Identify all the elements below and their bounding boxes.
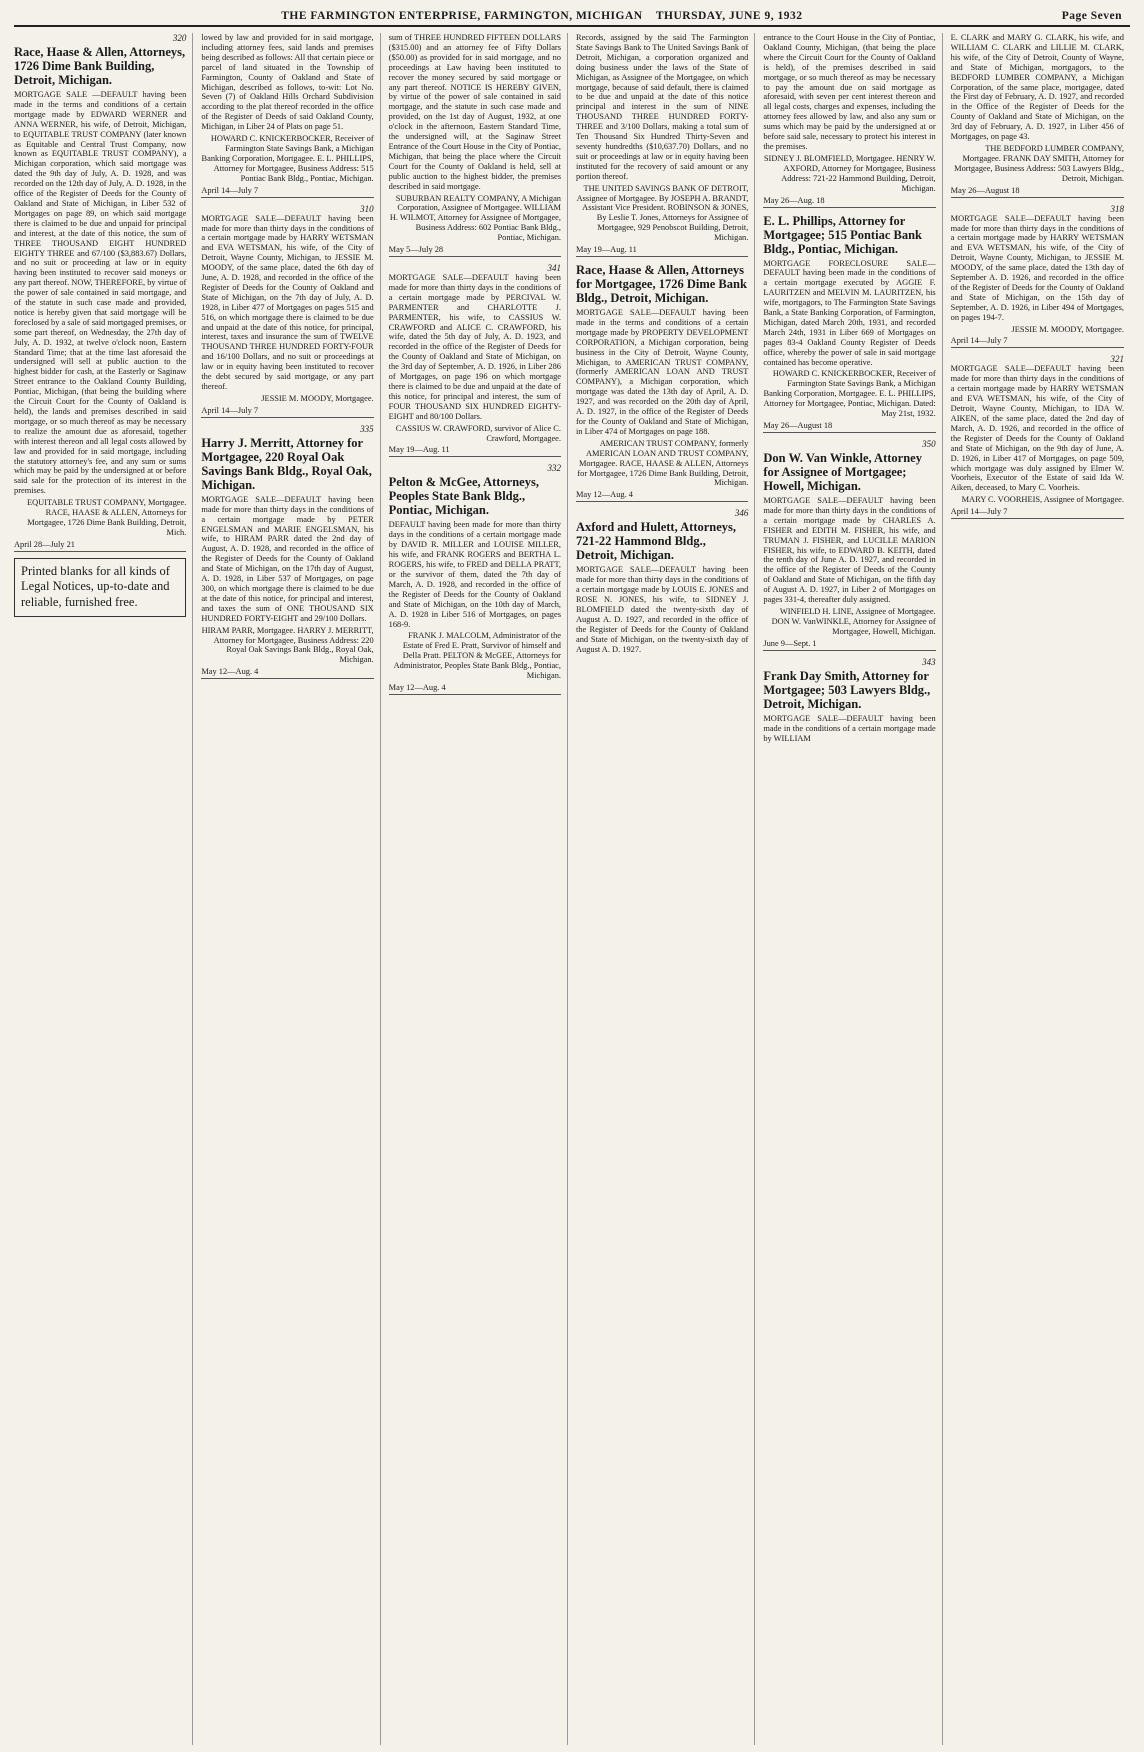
notice-body: MORTGAGE SALE—DEFAULT having been made for more than thirty days in the conditions of a certain mortgage made by HARRY WETSMAN and EVA WETSMAN, his wife, of the City of Detroit, Wayne County, Michigan, to IDA W. AIKEN, of the same place, dated the 2nd day of March, A. D. 1926, and recorded in the office of the Register of Deeds for the County of Oakland and State of Michigan, on the 9th day of June, A. D. 1926, in Liber 417 of Mortgages, on page 509, which mortgage was duly assigned by Elmer W. Voorheis, Executor of the Estate of said Ida W. Aiken, deceased, to Mary C. Voorheis. xyxy=(950,364,1124,493)
notice-signature: SUBURBAN REALTY COMPANY, A Michigan Corporation, Assignee of Mortgagee. WILLIAM H. WILMOT, Attorney for Assignee of Mortgagee, Business Address: 602 Pontiac Bank Bldg., Pontiac, Michigan. xyxy=(389,193,561,243)
notice-heading: Pelton & McGee, Attorneys, Peoples State Bank Bldg., Pontiac, Michigan. xyxy=(388,475,539,518)
notice-run-dates: May 26—August 18 xyxy=(951,186,1124,198)
legal-notice xyxy=(576,508,748,654)
notice-run-dates: April 14—July 7 xyxy=(201,186,373,198)
notice-body: MORTGAGE SALE—DEFAULT having been made for more than thirty days in the conditions of a certain mortgage made by LOUIS E. JONES and ROSE N. JONES, his wife, to SIDNEY J. BLOMFIELD dated the twenty-sixth day of August A. D. 1927, and recorded in the office of the Register of Deeds for the County of Oakland and State of Michigan, on the twenty-sixth day of August A. D. 1927. xyxy=(575,565,749,654)
notice-heading: Race, Haase & Allen, Attorneys for Mortgagee, 1726 Dime Bank Bldg., Detroit, Michigan. xyxy=(575,263,747,306)
notice-number: 346 xyxy=(734,508,749,519)
notice-body: MORTGAGE FORECLOSURE SALE—DEFAULT having been made in the conditions of a certain mortgage executed by AGGIE F. LAURITZEN and MELVIN M. LAURITZEN, his wife, mortgagors, to The Farmington State Savings Bank, a State Banking Corporation, of Farmington, Michigan, dated March 20th, 1931, and recorded March 24th, 1931 in Liber 669 of Mortgages on pages 83-4 Oakland County Register of Deeds office, whereby the power of sale in said mortgage contained has become operative. xyxy=(763,258,936,367)
notice-run-dates: April 14—July 7 xyxy=(201,406,373,418)
notice-body: sum of THREE HUNDRED FIFTEEN DOLLARS ($315.00) and an attorney fee of Fifty Dollars ($50.00) as provided for in said mortgage, and no proceedings at Law having been instituted to recover the money secured by said mortgage or any part thereof. NOTICE IS HEREBY GIVEN, by virtue of the power of sale contained in said mortgage, and the statute in such case made and provided, on the 1st day of August, 1932, at one o'clock in the afternoon, Eastern Standard Time, the undersigned will, at the Saginaw Street Entrance of the Court House in the City of Pontiac, Michigan, that being the place where the Circuit Court for the County of Oakland is held, sell at public auction to the highest bidder, the premises described in said mortgage. xyxy=(388,33,561,191)
notice-body: E. CLARK and MARY G. CLARK, his wife, and WILLIAM C. CLARK and LILLIE M. CLARK, his wife, of the City of Detroit, County of Wayne, and State of Michigan, mortgagors, to the BEDFORD LUMBER COMPANY, a Michigan Corporation, of the same place, mortgagee, dated the First day of February, A. D. 1927, and recorded in the Office of the Register of Deeds for the County of Oakland and State of Michigan, on the 3rd day of February, A. D. 1927, in Liber 456 of Mortgages, on page 43. xyxy=(950,33,1124,142)
legal-notice xyxy=(763,214,935,434)
notice-heading: Frank Day Smith, Attorney for Mortgagee; 503 Lawyers Bldg., Detroit, Michigan. xyxy=(763,668,931,711)
notice-body: MORTGAGE SALE —DEFAULT having been made in the terms and conditions of a certain mortgage made by EDWARD WERNER and ANNA WERNER, his wife, of Detroit, Michigan, to EQUITABLE TRUST COMPANY (later known as Equitable and Central Trust Company, now known as EQUITABLE TRUST COMPANY), a Michigan corporation, which said mortgage was dated the 9th day of July, A. D. 1928, and was recorded on the 12th day of July, A. D. 1928, in the office of the Register of Deeds for the County of Oakland and State of Michigan, in Liber 532 of Mortgages on page 89, on which said mortgage there is claimed to be due and unpaid for principal and interest, at the date of this notice, the sum of THREE THOUSAND EIGHT HUNDRED EIGHTY THREE and 67/100 ($3,883.67) Dollars, and no suit or proceeding at law or in equity having been instituted to recover said moneys or any part thereof. NOW, THEREFORE, by virtue of the power of sale contained in said mortgage, and of the statute in such case made and provided, notice is hereby given that said mortgage will be foreclosed by a sale of said mortgaged premises, or some part thereof, on Wednesday, the 27th day of July, A. D. 1932, at twelve o'clock noon, Eastern Standard Time; that at the time last aforesaid the undersigned will sell at public auction to the highest bidder for cash, at the Easterly or Saginaw Street entrance to the Oakland County Building, Pontiac, Michigan, (that being the building where the Circuit Court for the County of Oakland is held), the lands and premises described in said mortgage, or so much thereof as may be necessary to realize the amount due as aforesaid, together with interest thereon and all legal costs allowed by law and provided for in said mortgage, including the statutory attorney's fee, and any sum or sums which may be paid by the undersigned at or before said sale for the protection of its interest in the premises. xyxy=(14,90,187,496)
notice-body: lowed by law and provided for in said mortgage, including attorney fees, said lands and premises being described as follows: All that certain piece or parcel of land situated in the Township of Farmington, County of Oakland and State of Michigan, described as follows, to-wit: Lot No. Seven (7) of Oakland Hills Orchard Subdivision according to the plat thereof recorded in the office of the Register of Deeds of said Oakland County, Michigan, in Liber 24 of Plats on page 51. xyxy=(201,33,374,132)
legal-notice xyxy=(951,354,1124,519)
newspaper-title: THE FARMINGTON ENTERPRISE, FARMINGTON, MICHIGAN xyxy=(281,10,643,22)
masthead xyxy=(14,8,1130,27)
columns-container xyxy=(14,33,1130,1745)
notice-run-dates: May 5—July 28 xyxy=(389,245,561,257)
notice-run-dates: May 12—Aug. 4 xyxy=(201,667,373,679)
column-4 xyxy=(576,33,755,1745)
notice-number: 320 xyxy=(172,33,187,43)
notice-signature: MARY C. VOORHEIS, Assignee of Mortgagee. xyxy=(961,495,1124,505)
legal-notice xyxy=(389,33,561,257)
legal-notice xyxy=(576,263,748,502)
notice-run-dates: May 26—August 18 xyxy=(763,421,935,433)
column-3 xyxy=(389,33,568,1745)
notice-number: 341 xyxy=(547,263,561,274)
notice-signature: WINFIELD H. LINE, Assignee of Mortgagee. DON W. VanWINKLE, Attorney for Assignee of Mortgagee, Howell, Michigan. xyxy=(771,606,936,636)
notice-run-dates: May 19—Aug. 11 xyxy=(389,445,561,457)
notice-signature: AMERICAN TRUST COMPANY, formerly AMERICAN LOAN AND TRUST COMPANY, Mortgagee. RACE, HAASE & ALLEN, Attorneys for Mortgagee, 1726 Dime Bank Building, Detroit, Michigan. xyxy=(577,438,749,488)
legal-notice xyxy=(201,424,373,679)
notice-heading: Don W. Van Winkle, Attorney for Assignee of Mortgagee; Howell, Michigan. xyxy=(763,451,922,493)
legal-notice xyxy=(576,33,748,257)
notice-signature: THE UNITED SAVINGS BANK OF DETROIT, Assignee of Mortgagee. By JOSEPH A. BRANDT, Assistant Vice President. ROBINSON & JONES, By Leslie T. Jones, Attorneys for Assignee of Mortgagee, 929 Penobscot Building, Detroit, Michigan. xyxy=(576,183,749,243)
notice-body: MORTGAGE SALE—DEFAULT having been made in the terms and conditions of a certain mortgage made by PROPERTY DEVELOPMENT CORPORATION, a Michigan corporation, being business in the City of Detroit, Wayne County, Michigan, to AMERICAN TRUST COMPANY, (formerly AMERICAN LOAN AND TRUST COMPANY), a Michigan corporation, which mortgage was dated the 13th day of April, A. D. 1927, and was recorded on the 20th day of April, A. D. 1927, in the office of the Register of Deeds for the County of Oakland and State of Michigan, in Liber 474 of Mortgages on page 188. xyxy=(575,308,749,436)
notice-signature: CASSIUS W. CRAWFORD, survivor of Alice C. Crawford, Mortgagee. xyxy=(395,423,561,443)
notice-run-dates: May 12—Aug. 4 xyxy=(576,490,748,502)
legal-notice xyxy=(14,33,186,552)
notice-signature: HOWARD C. KNICKERBOCKER, Receiver of Farmington State Savings Bank, a Michigan Banking Corporation, Mortgagee. E. L. PHILLIPS, Attorney for Mortgagee, Business Address: 515 Pontiac Bank Bldg., Pontiac, Michigan. xyxy=(201,134,374,183)
legal-notice xyxy=(201,204,373,418)
notice-body: MORTGAGE SALE—DEFAULT having been made for more than thirty days in the conditions of a certain mortgage made by PETER ENGELSMAN and MARIE ENGELSMAN, his wife, to HIRAM PARR dated the 2nd day of August, A. D. 1928, and recorded in the office of the Register of Deeds for the County of Oakland and State of Michigan, on the 17th day of August, A. D. 1928, in Liber 537 of Mortgages, on page 300, on which mortgage there is claimed to be due at the date of this notice, for principal and interest, and taxes the sum of ONE THOUSAND SIX HUNDRED FORTY-EIGHT and 29/100 Dollars. xyxy=(201,494,374,623)
notice-run-dates: May 26—Aug. 18 xyxy=(763,196,935,208)
notice-number: 310 xyxy=(360,203,374,214)
notice-body: MORTGAGE SALE—DEFAULT having been made for more than thirty days in the conditions of a certain mortgage made by HARRY WETSMAN and EVA WETSMAN, his wife, of the City of Detroit, Wayne County, Michigan, to JESSIE M. MOODY, of the same place, dated the 13th day of September A. D. 1926, and recorded in the office of the Register of Deeds for the County of Oakland and State of Michigan, on the 15th day of September, A. D. 1926, in Liber 494 of Mortgages, on pages 194-7. xyxy=(950,213,1124,322)
notice-body: MORTGAGE SALE—DEFAULT having been made for more than thirty days in the conditions of a certain mortgage made by HARRY WETSMAN and EVA WETSMAN, his wife, of the City of Detroit, Wayne County, Michigan, to JESSIE M. MOODY, of the same place, dated the 6th day of June, A. D. 1928, and recorded in the office of the Register of Deeds for the County of Oakland and State of Michigan, on the 7th day of July, A. D. 1928, in Liber 477 of Mortgages on pages 515 and 516, on which mortgage there is claimed to be due and unpaid at the date of this notice, for principal, interest, taxes and insurance the sum of TWELVE THOUSAND THREE HUNDRED FORTY-FOUR and 16/100 Dollars, and no suit or proceedings at law or in equity having been instituted to recover the debt secured by said mortgage, or any part thereof. xyxy=(201,213,374,391)
masthead-title xyxy=(22,10,1062,22)
notice-number: 343 xyxy=(922,656,936,667)
notice-number: 332 xyxy=(547,463,561,474)
notice-body: Records, assigned by the said The Farmington State Savings Bank to The United Savings Bank of Detroit, Michigan, a corporation organized and doing business under the laws of the State of Michigan, as Assignee of the Mortgagee, on which mortgage, because of said default, there is claimed to be due and unpaid at the date of this notice principal and interest in the sum of NINE THOUSAND THREE HUNDRED FORTY-THREE and 3/100 Dollars, making a total sum of Ten Thousand Six Hundred Thirty-Seven and seventy hundredths ($10,637.70) Dollars, and no suit or proceedings at law or in equity having been instituted for the recovery of said amount or any portion thereof. xyxy=(575,33,749,181)
notice-run-dates: April 14—July 7 xyxy=(951,336,1124,348)
notice-body: MORTGAGE SALE—DEFAULT having been made for more than thirty days in the conditions of a certain mortgage made by PERCIVAL W. PARMENTER and CHARLOTTE J. PARMENTER, his wife, to CASSIUS W. CRAWFORD and ALICE C. CRAWFORD, his wife, dated the 5th day of July, A. D. 1923, and recorded in the office of the Register of Deeds for the County of Oakland and State of Michigan, on the 3rd day of September, A. D. 1926, in Liber 286 of Mortgages, on page 196 on which mortgage there is claimed to be due and unpaid at the date of this notice, for principal and interest, the sum of FOUR THOUSAND SIX HUNDRED EIGHTY-EIGHT and 80/100 Dollars. xyxy=(388,273,561,421)
column-6 xyxy=(951,33,1130,1745)
notice-signature: JESSIE M. MOODY, Mortgagee. xyxy=(1011,324,1124,334)
column-1 xyxy=(14,33,193,1745)
notice-heading: Axford and Hulett, Attorneys, 721-22 Hammond Bldg., Detroit, Michigan. xyxy=(575,520,737,563)
notice-run-dates: May 19—Aug. 11 xyxy=(576,245,748,257)
notice-heading: E. L. Phillips, Attorney for Mortgagee; 515 Pontiac Bank Bldg., Pontiac, Michigan. xyxy=(763,213,922,256)
notice-heading: Race, Haase & Allen, Attorneys, 1726 Dime Bank Building, Detroit, Michigan. xyxy=(14,45,186,87)
legal-notice xyxy=(763,33,935,208)
notice-signature: EQUITABLE TRUST COMPANY, Mortgagee. RACE, HAASE & ALLEN, Attorneys for Mortgagee, 1726 Dime Bank Building, Detroit, Mich. xyxy=(27,498,187,537)
notice-number: 318 xyxy=(1110,203,1124,214)
notice-signature: SIDNEY J. BLOMFIELD, Mortgagee. HENRY W. AXFORD, Attorney for Mortgagee, Business Address: 721-22 Hammond Building, Detroit, Michigan. xyxy=(763,153,936,193)
notice-heading: Harry J. Merritt, Attorney for Mortgagee, 220 Royal Oak Savings Bank Bldg., Royal Oak, Michigan. xyxy=(201,435,372,492)
notice-run-dates: May 12—Aug. 4 xyxy=(389,683,561,695)
notice-run-dates: April 28—July 21 xyxy=(14,540,186,552)
notice-signature: HOWARD C. KNICKERBOCKER, Receiver of Farmington State Savings Bank, a Michigan Banking Corporation, Mortgagee. E. L. PHILLIPS, Attorney for Mortgagee, Pontiac, Michigan. Dated: May 21st, 1932. xyxy=(763,369,936,419)
notice-body: MORTGAGE SALE—DEFAULT having been made in the conditions of a certain mortgage made by WILLIAM xyxy=(763,713,936,743)
notice-body: entrance to the Court House in the City of Pontiac, Oakland County, Michigan, (that being the place where the Circuit Court for the County of Oakland is held), of the premises described in said mortgage, or so much thereof as may be necessary to pay the amount due on said mortgage as aforesaid, with seven per cent interest thereon and all legal costs, charges and expenses, including the attorney fees allowed by law, and also any sum or sums which may be paid by the undersigned at or before said sale, necessary to protect his interest in the premises. xyxy=(763,33,936,151)
legal-notice xyxy=(763,657,935,744)
notice-body: MORTGAGE SALE—DEFAULT having been made for more than thirty days in the conditions of a certain mortgage made by CHARLES A. FISHER and EDITH M. FISHER, his wife, and TRUMAN J. FISHER, and LUCILLE MARION FISHER, his wife, to EDWARD B. KEITH, dated the tenth day of June A. D. 1927, and recorded in the office of the Register of Deeds of the County of Oakland and State of Michigan, on the fifth day of August A. D. 1927, in Liber 2 of Mortgages on pages 331-4, thereafter duly assigned. xyxy=(763,496,936,605)
notice-run-dates: June 9—Sept. 1 xyxy=(763,639,935,651)
legal-notice xyxy=(763,439,935,651)
legal-notice xyxy=(389,263,561,457)
legal-notice xyxy=(389,463,561,695)
notice-run-dates: April 14—July 7 xyxy=(951,507,1124,519)
notice-signature: JESSIE M. MOODY, Mortgagee. xyxy=(261,393,374,403)
notice-number: 321 xyxy=(1110,354,1124,365)
legal-notice xyxy=(201,33,373,198)
notice-signature: HIRAM PARR, Mortgagee. HARRY J. MERRITT, Attorney for Mortgagee, Business Address: 220 Royal Oak Savings Bank Bldg., Royal Oak, Michigan. xyxy=(201,625,374,665)
column-5 xyxy=(763,33,942,1745)
column-2 xyxy=(201,33,380,1745)
notice-body: DEFAULT having been made for more than thirty days in the conditions of a certain mortgage made by DAVID R. MILLER and LOUISE MILLER, his wife, and FRANK ROGERS and BERTHA L. ROGERS, his wife, to FRED and DELLA PRATT, or the survivor of them, dated the 7th day of March, A. D. 1928, and recorded in the office of the Register of Deeds for the County of Oakland and State of Michigan, on the 10th day of March, A. D. 1928 in Liber 516 of Mortgages, on pages 168-9. xyxy=(388,520,561,629)
notice-number: 335 xyxy=(360,423,374,434)
notice-signature: FRANK J. MALCOLM, Administrator of the Estate of Fred E. Pratt, Survivor of himself and Della Pratt. PELTON & McGEE, Attorneys for Administrator, Peoples State Bank Bldg., Pontiac, Michigan. xyxy=(393,631,561,681)
page-number: Page Seven xyxy=(1061,10,1122,22)
printed-blanks-ad: Printed blanks for all kinds of Legal Notices, up-to-date and reliable, furnished free. xyxy=(14,558,186,617)
legal-notice xyxy=(951,204,1124,349)
legal-notice xyxy=(951,33,1124,198)
issue-date: THURSDAY, JUNE 9, 1932 xyxy=(655,10,803,22)
notice-signature: THE BEDFORD LUMBER COMPANY, Mortgagee. FRANK DAY SMITH, Attorney for Mortgagee, Business Address: 503 Lawyers Bldg., Detroit, Michigan. xyxy=(954,143,1124,183)
notice-number: 350 xyxy=(922,439,936,449)
